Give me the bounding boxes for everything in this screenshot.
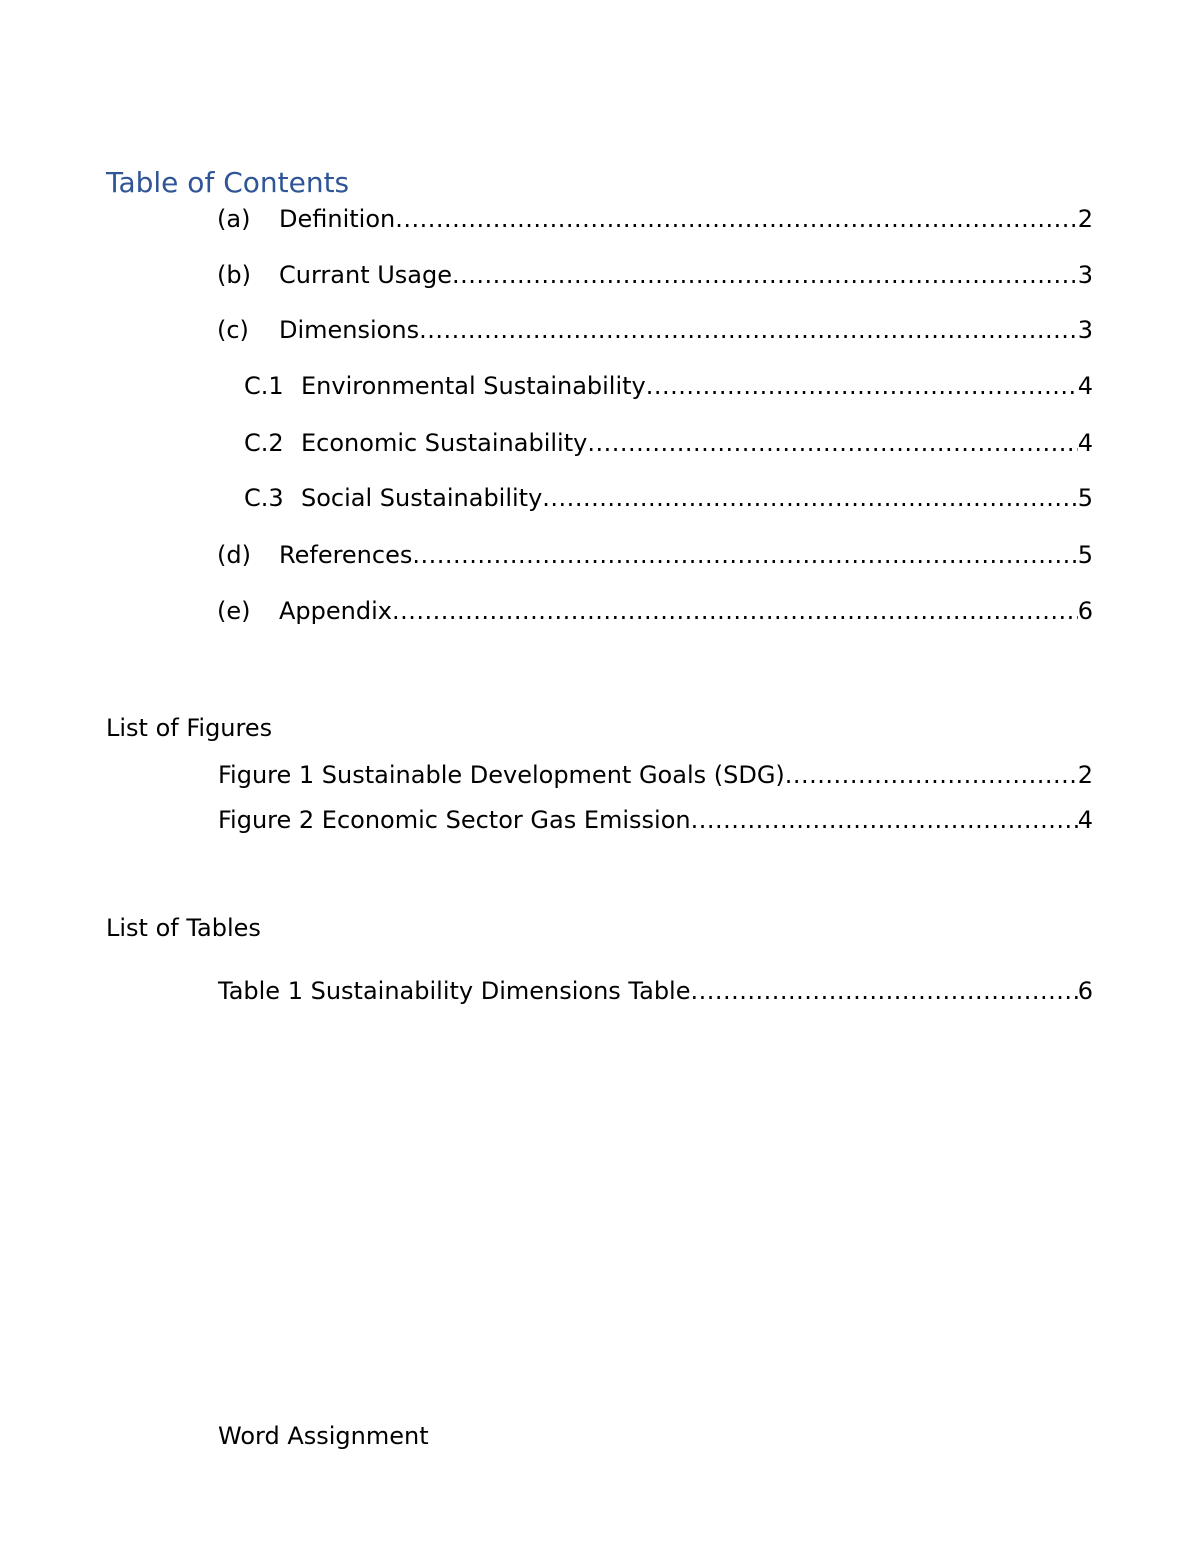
toc-entry-page: 4 bbox=[1077, 372, 1093, 400]
toc-entry-marker: (c) bbox=[217, 316, 249, 344]
toc-entry-economic-sustainability[interactable] bbox=[244, 427, 1093, 459]
toc-heading: Table of Contents bbox=[106, 166, 350, 199]
footer-text: Word Assignment bbox=[218, 1422, 429, 1450]
toc-entry-appendix[interactable] bbox=[217, 595, 1093, 627]
figure-entry-label: Figure 1 Sustainable Development Goals (SDG) bbox=[218, 761, 785, 789]
toc-entry-references[interactable] bbox=[217, 539, 1093, 571]
toc-entry-page: 5 bbox=[1077, 541, 1093, 569]
toc-entry-page: 2 bbox=[1077, 205, 1093, 233]
toc-entry-page: 3 bbox=[1077, 316, 1093, 344]
figure-entry-1[interactable] bbox=[218, 759, 1093, 791]
figure-entry-page: 2 bbox=[1077, 761, 1093, 789]
dot-leader bbox=[412, 539, 1077, 571]
toc-entry-label: Dimensions bbox=[279, 316, 420, 344]
dot-leader bbox=[452, 259, 1078, 291]
tables-heading: List of Tables bbox=[106, 914, 261, 942]
toc-entry-label: Definition bbox=[279, 205, 396, 233]
toc-entry-label: Currant Usage bbox=[279, 261, 453, 289]
table-entry-page: 6 bbox=[1077, 977, 1093, 1005]
toc-entry-label: Environmental Sustainability bbox=[301, 372, 646, 400]
figure-entry-2[interactable] bbox=[218, 804, 1093, 836]
toc-entry-marker: C.1 bbox=[244, 372, 284, 400]
toc-entry-social-sustainability[interactable] bbox=[244, 482, 1093, 514]
dot-leader bbox=[542, 482, 1077, 514]
toc-entry-label: Social Sustainability bbox=[301, 484, 543, 512]
toc-entry-environmental-sustainability[interactable] bbox=[244, 370, 1093, 402]
figures-heading: List of Figures bbox=[106, 714, 273, 742]
toc-entry-marker: (a) bbox=[217, 205, 251, 233]
dot-leader bbox=[587, 427, 1077, 459]
table-entry-1[interactable] bbox=[218, 975, 1093, 1007]
dot-leader bbox=[392, 595, 1078, 627]
toc-entry-page: 5 bbox=[1077, 484, 1093, 512]
toc-entry-label: References bbox=[279, 541, 413, 569]
toc-entry-marker: (e) bbox=[217, 597, 251, 625]
table-entry-label: Table 1 Sustainability Dimensions Table bbox=[218, 977, 691, 1005]
dot-leader bbox=[395, 203, 1078, 235]
toc-entry-label: Appendix bbox=[279, 597, 392, 625]
toc-entry-marker: C.2 bbox=[244, 429, 284, 457]
toc-entry-page: 6 bbox=[1077, 597, 1093, 625]
dot-leader bbox=[691, 975, 1078, 1007]
figure-entry-page: 4 bbox=[1077, 806, 1093, 834]
dot-leader bbox=[646, 370, 1078, 402]
dot-leader bbox=[419, 314, 1078, 346]
toc-entry-definition[interactable] bbox=[217, 203, 1093, 235]
dot-leader bbox=[785, 759, 1078, 791]
toc-entry-marker: (d) bbox=[217, 541, 251, 569]
toc-entry-marker: C.3 bbox=[244, 484, 284, 512]
figure-entry-label: Figure 2 Economic Sector Gas Emission bbox=[218, 806, 691, 834]
toc-entry-page: 4 bbox=[1077, 429, 1093, 457]
toc-entry-currant-usage[interactable] bbox=[217, 259, 1093, 291]
toc-entry-page: 3 bbox=[1077, 261, 1093, 289]
dot-leader bbox=[691, 804, 1078, 836]
toc-entry-dimensions[interactable] bbox=[217, 314, 1093, 346]
toc-entry-marker: (b) bbox=[217, 261, 251, 289]
toc-entry-label: Economic Sustainability bbox=[301, 429, 588, 457]
